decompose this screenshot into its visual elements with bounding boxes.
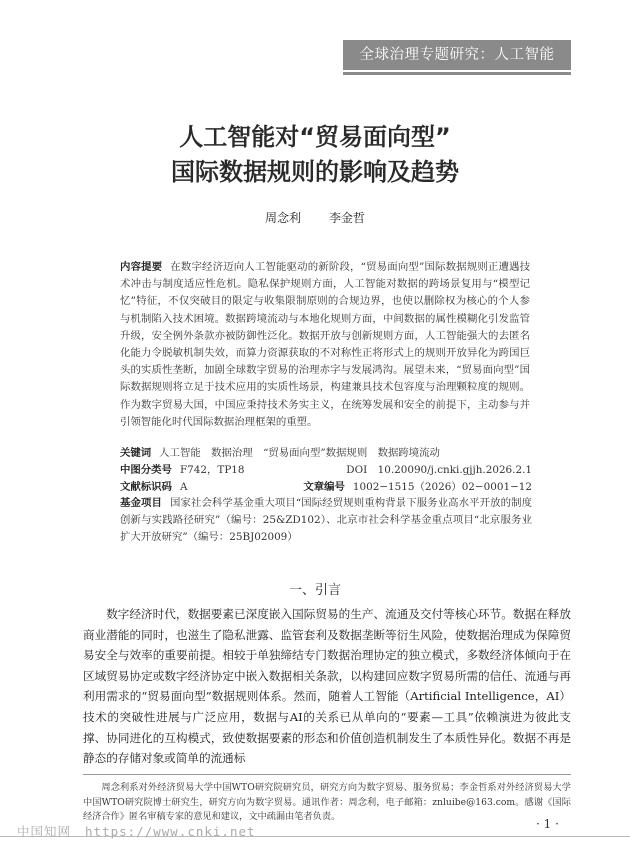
page-number: · 1 · (536, 817, 559, 831)
classification-value: F742，TP18 (179, 464, 245, 476)
authors (0, 209, 630, 226)
body-paragraph: 数字经济时代，数据要素已深度嵌入国际贸易的生产、流通及交付等核心环节。数据在释放商业潜能的同时，也滋生了隐私泄露、监管套利及数据垄断等衍生风险，使数据治理成为保障贸易安全与效率的重要前提。相较于单独缔结专门数据治理协定的独立模式，多数经济体倾向于在区域贸易协定或数字经济协定中嵌入数据相关条款，以构建回应数字贸易所需的信任、流通与再利用需求的“贸易面向型”数据规则体系。然而，随着人工智能（Artificial Intelligence，AI）技术的突破性进展与广泛应用，数据与AI的关系已从单向的“要素—工具”依赖演进为彼此支撑、协同进化的互构模式，致使数据要素的形态和价值创造机制发生了本质性异化。数据不再是静态的存储对象或简单的流通标 (83, 607, 571, 766)
fund-label: 基金项目 (120, 497, 162, 509)
article-number-label: 文章编号 (303, 481, 345, 493)
document-code-label: 文献标识码 (120, 481, 172, 493)
section-banner: 全球治理专题研究：人工智能 (343, 40, 571, 70)
banner-rule (343, 72, 571, 75)
section-heading: 一、引言 (288, 583, 341, 598)
body-text (83, 604, 571, 769)
footnote-rule (83, 774, 571, 775)
keywords-text: 人工智能 数据治理 “贸易面向型”数据规则 数据跨境流动 (159, 447, 440, 459)
watermark-brand: 中国知网 (17, 824, 72, 839)
article-number-value: 1002−1515（2026）02−0001−12 (352, 481, 532, 493)
author-2: 李金哲 (329, 211, 366, 225)
classification-label: 中图分类号 (120, 464, 172, 476)
cnki-watermark (17, 822, 256, 840)
keywords-label: 关键词 (120, 447, 152, 459)
fund-text: 国家社会科学基金重大项目“国际经贸规则重构背景下服务业高水平开放的制度创新与实践路径研究”（编号：25&ZD102）、北京市社会科学基金重点项目“北京服务业扩大开放研究”（编号：25BJ02009） (120, 497, 532, 544)
abstract-label: 内容提要 (120, 261, 163, 273)
footnote: 周念利系对外经济贸易大学中国WTO研究院研究员，研究方向为数字贸易、服务贸易；李金哲系对外经济贸易大学中国WTO研究院博士研究生，研究方向为数字贸易。通讯作者：周念利，电子邮箱：znluibe@163.com。感谢《国际经济合作》匿名审稿专家的意见和建议，文中疏漏由笔者负责。 (83, 782, 571, 823)
abstract-text: 在数字经济迈向人工智能驱动的新阶段，“贸易面向型”国际数据规则正遭遇技术冲击与制度适应性危机。隐私保护规则方面，人工智能对数据的跨场景复用与“模型记忆”特征，不仅突破目的限定与收集限制原则的合规边界，也使以删除权为核心的个人参与机制陷入技术困境。数据跨境流动与本地化规则方面，中间数据的属性模糊化引发监管升级，安全例外条款亦被防御性泛化。数据开放与创新规则方面，人工智能强大的去匿名化能力令脱敏机制失效，而算力资源获取的不对称性正将形式上的规则开放异化为跨国巨头的实质性垄断，加剧全球数字贸易的治理赤字与发展鸿沟。展望未来，“贸易面向型”国际数据规则将立足于技术应用的实质性场景，构建兼具技术包容度与治理颗粒度的规则。作为数字贸易大国，中国应秉持技术务实主义，在统筹发展和安全的前提下，主动参与并引领智能化时代国际数据治理框架的重塑。 (120, 261, 531, 428)
abstract (120, 259, 530, 431)
watermark-url: https://www.cnki.net (85, 824, 256, 839)
document-code-row (120, 478, 532, 493)
keywords (120, 444, 532, 459)
paper-title-line-1: 人工智能对“贸易面向型” (179, 123, 451, 151)
author-1: 周念利 (264, 211, 301, 225)
doi: DOI 10.20090/j.cnki.gjjh.2026.2.1 (346, 464, 532, 476)
article-number (303, 478, 532, 493)
document-code-value: A (179, 481, 188, 493)
paper-title-line-2: 国际数据规则的影响及趋势 (171, 158, 459, 186)
classification-row (120, 461, 532, 476)
fund-project (120, 495, 532, 547)
